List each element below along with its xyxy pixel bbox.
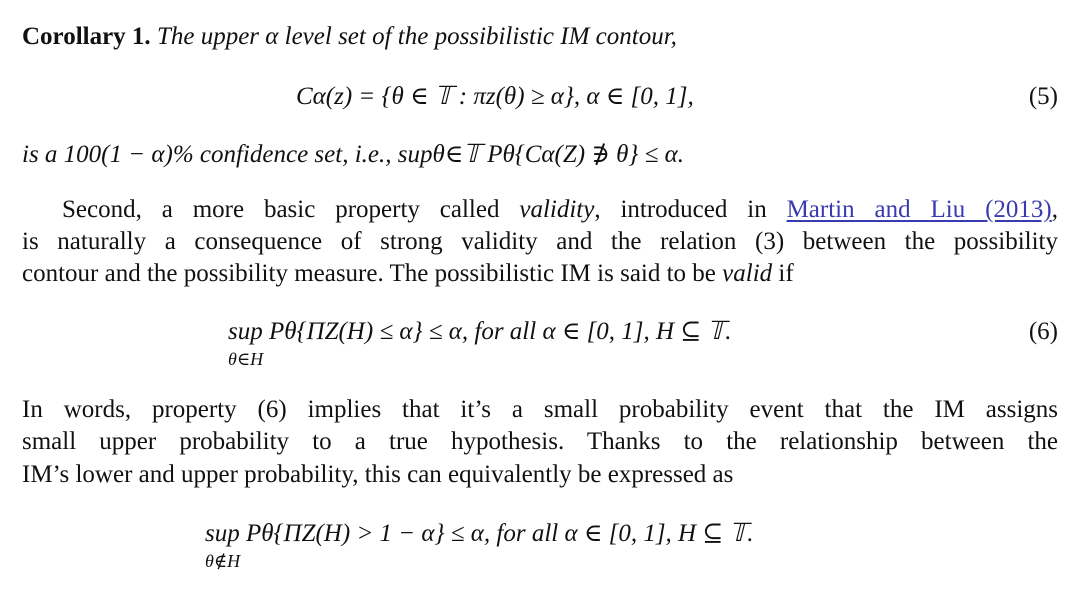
corollary-line (22, 21, 677, 53)
para1-line3 (22, 258, 794, 290)
para1-line3-text-a: contour and the possibility measure. The possibilistic IM is said to be (22, 260, 723, 287)
equation-7: sup Pθ{ΠZ(H) > 1 − α} ≤ α, for all α ∈ [0, 1], H ⊆ 𝕋. (205, 520, 754, 547)
para1-line2: is naturally a consequence of strong validity and the relation (3) between the possibility (22, 228, 1058, 255)
corollary-statement: The upper α level set of the possibilistic IM contour, (156, 23, 677, 50)
equation-6-sup-subscript: θ∈H (228, 349, 264, 369)
para1-text-b: , introduced in (594, 196, 787, 223)
equation-5: Cα(z) = {θ ∈ 𝕋 : πz(θ) ≥ α}, α ∈ [0, 1], (296, 83, 694, 110)
para1-text-a: Second, a more basic property called (62, 196, 520, 223)
equation-5-number: (5) (1028, 83, 1058, 110)
para2-line2: small upper probability to a true hypothesis. Thanks to the relationship between the (22, 428, 1058, 455)
corollary-label: Corollary 1. (22, 23, 151, 50)
para2-line3: IM’s lower and upper probability, this can equivalently be expressed as (22, 461, 734, 488)
confidence-sentence: is a 100(1 − α)% confidence set, i.e., supθ∈𝕋 Pθ{Cα(Z) ∌ θ} ≤ α. (22, 141, 684, 168)
equation-6: sup Pθ{ΠZ(H) ≤ α} ≤ α, for all α ∈ [0, 1], H ⊆ 𝕋. (228, 318, 732, 345)
para1-line3-text-b: if (772, 260, 794, 287)
equation-7-sup-subscript: θ∉H (205, 551, 241, 571)
validity-term: validity (519, 196, 595, 223)
para2-line1: In words, property (6) implies that it’s a small probability event that the IM assigns (22, 396, 1058, 423)
para1-line1 (22, 194, 1058, 226)
para1-text-c: , (1051, 196, 1058, 223)
equation-6-number: (6) (1028, 318, 1058, 345)
citation-link[interactable]: Martin and Liu (2013) (786, 196, 1052, 223)
valid-term: valid (722, 260, 773, 287)
